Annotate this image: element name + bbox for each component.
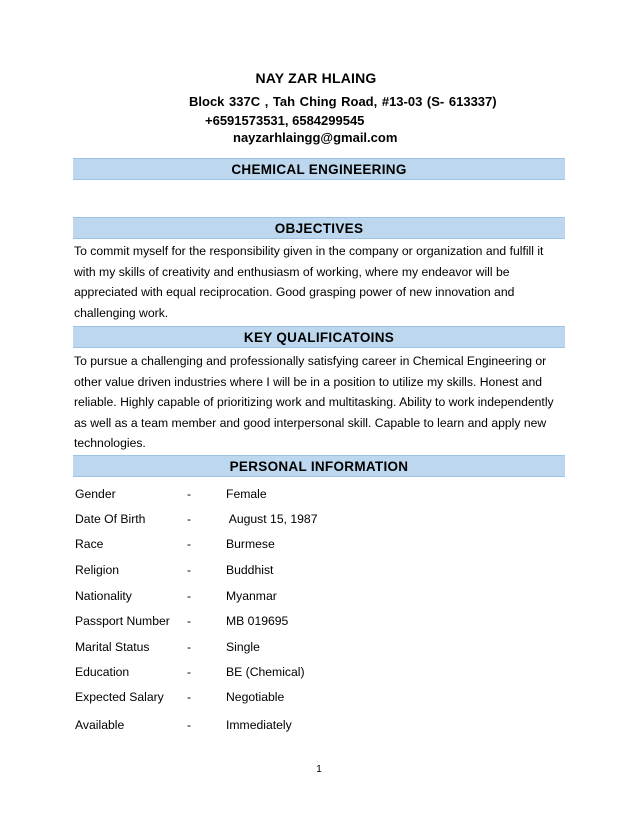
info-value: Immediately <box>226 718 292 732</box>
info-separator: - <box>187 487 192 501</box>
info-label: Passport Number <box>75 614 170 628</box>
info-separator: - <box>187 563 192 577</box>
section-heading-key-qualifications: KEY QUALIFICATOINS <box>73 326 565 348</box>
info-value: August 15, 1987 <box>226 512 318 526</box>
info-value: Burmese <box>226 537 275 551</box>
info-label: Available <box>75 718 125 732</box>
info-separator: - <box>187 665 192 679</box>
section-heading-objectives: OBJECTIVES <box>73 217 565 239</box>
applicant-email: nayzarhlaingg@gmail.com <box>233 130 398 145</box>
applicant-phones: +6591573531, 6584299545 <box>205 113 365 128</box>
info-label: Date Of Birth <box>75 512 146 526</box>
info-value: Single <box>226 640 260 654</box>
info-separator: - <box>187 690 192 704</box>
info-value: Myanmar <box>226 589 277 603</box>
info-label: Nationality <box>75 589 132 603</box>
info-value: Negotiable <box>226 690 285 704</box>
info-separator: - <box>187 614 192 628</box>
section-heading-personal-information: PERSONAL INFORMATION <box>73 455 565 477</box>
applicant-name: NAY ZAR HLAING <box>255 70 377 86</box>
info-separator: - <box>187 589 192 603</box>
info-value: Buddhist <box>226 563 274 577</box>
qualifications-paragraph: To pursue a challenging and professionally satisfying career in Chemical Engineering or other value driven industries where I will be in a position to utilize my skills. Honest and reliable. Highly capable of prioritizing work and multitasking. Ability to work independently as well as a team member and good interpersonal skill. Capable to learn and apply new technologies. <box>74 354 554 450</box>
info-value: BE (Chemical) <box>226 665 305 679</box>
info-separator: - <box>187 718 192 732</box>
info-label: Race <box>75 537 104 551</box>
applicant-address: Block 337C , Tah Ching Road, #13-03 (S- 613337) <box>189 94 497 109</box>
info-label: Expected Salary <box>75 690 164 704</box>
info-label: Religion <box>75 563 120 577</box>
info-label: Marital Status <box>75 640 150 654</box>
section-heading-chemical-engineering: CHEMICAL ENGINEERING <box>73 158 565 180</box>
page-number: 1 <box>316 764 322 775</box>
info-label: Gender <box>75 487 116 501</box>
info-separator: - <box>187 537 192 551</box>
objectives-paragraph: To commit myself for the responsibility given in the company or organization and fulfill it with my skills of creativity and enthusiasm of working, where my endeavor will be appreciated with equal reciprocation. Good grasping power of new innovation and challenging work. <box>74 244 544 320</box>
info-separator: - <box>187 512 192 526</box>
info-separator: - <box>187 640 192 654</box>
info-value: Female <box>226 487 267 501</box>
resume-header <box>0 70 638 145</box>
info-label: Education <box>75 665 130 679</box>
info-value: MB 019695 <box>226 614 289 628</box>
